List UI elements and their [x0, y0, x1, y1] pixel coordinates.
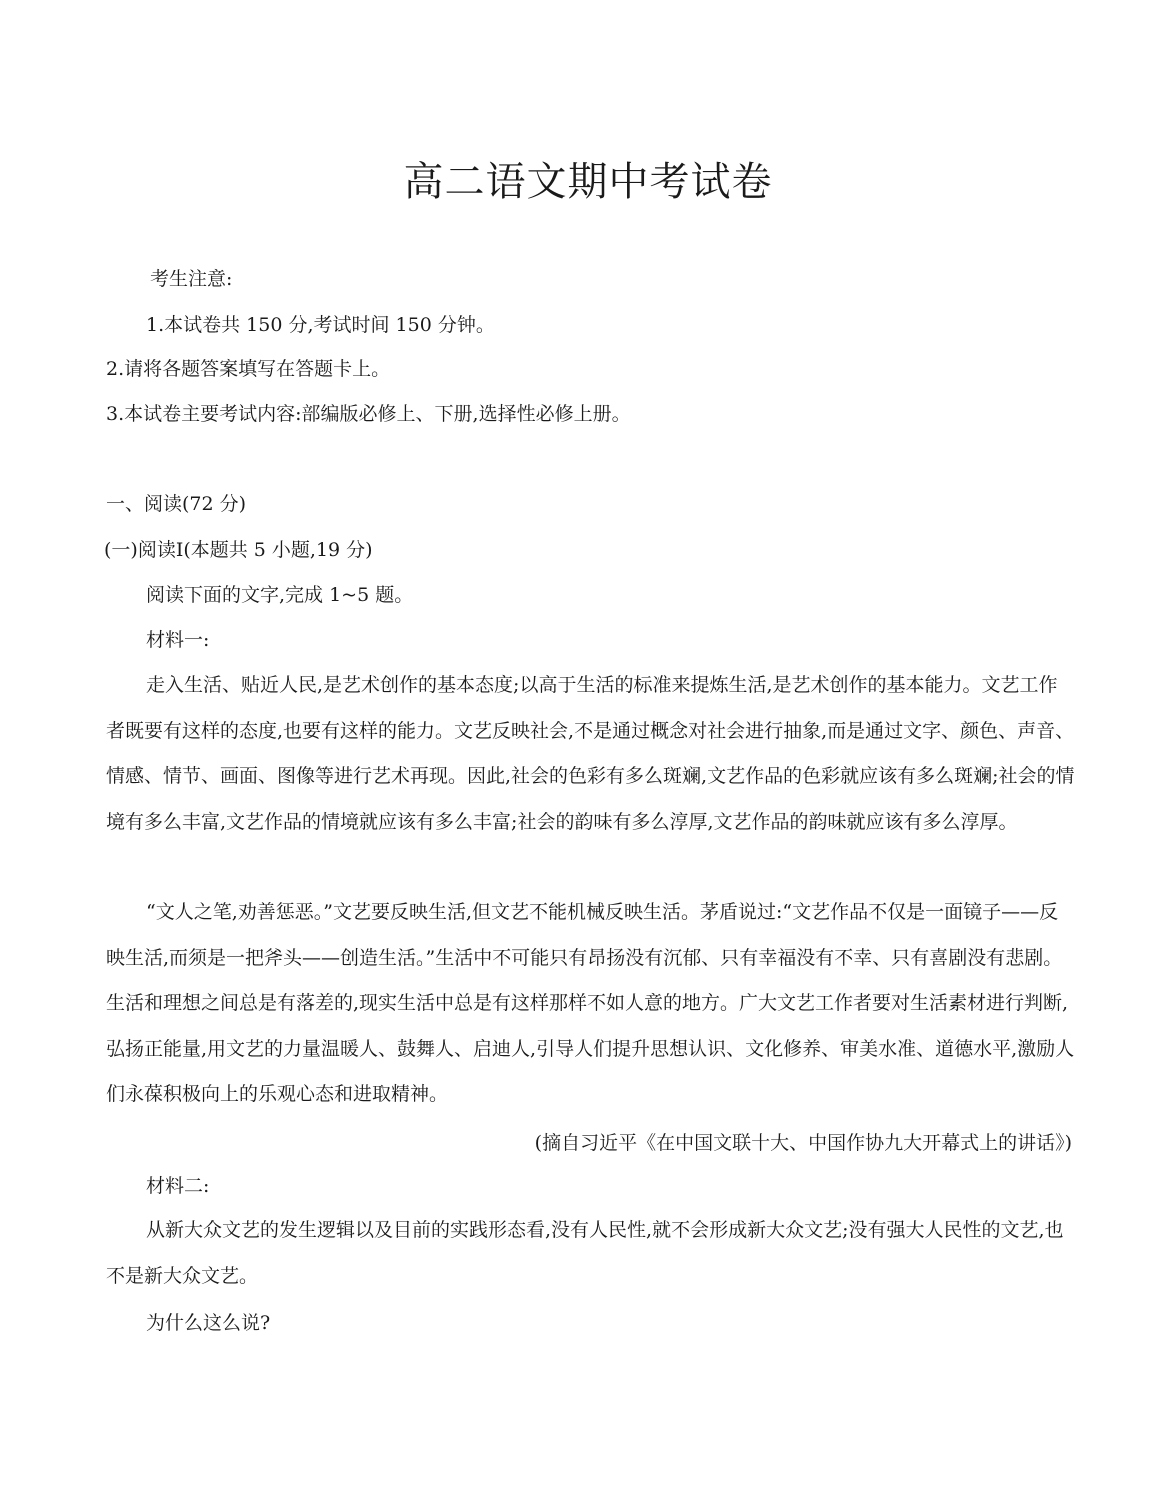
- material-one-paragraph-1: 走入生活、贴近人民,是艺术创作的基本态度;以高于生活的标准来提炼生活,是艺术创作的基本能力。文艺工作者既要有这样的态度,也要有这样的能力。文艺反映社会,不是通过概念对社会进行抽象,而是通过文字、颜色、声音、情感、情节、画面、图像等进行艺术再现。因此,社会的色彩有多么斑斓,文艺作品的色彩就应该有多么斑斓;社会的情境有多么丰富,文艺作品的情境就应该有多么丰富;社会的韵味有多么淳厚,文艺作品的韵味就应该有多么淳厚。: [106, 674, 1075, 833]
- page-title: 高二语文期中考试卷: [403, 159, 773, 205]
- section-heading: 一、阅读(72 分): [106, 493, 247, 515]
- notice-item-1: 1.本试卷共 150 分,考试时间 150 分钟。: [146, 314, 495, 336]
- notice-item-3: 3.本试卷主要考试内容:部编版必修上、下册,选择性必修上册。: [106, 403, 631, 425]
- material-two-label: 材料二:: [146, 1175, 210, 1197]
- material-one-paragraph-2: “文人之笔,劝善惩恶。”文艺要反映生活,但文艺不能机械反映生活。茅盾说过:“文艺作品不仅是一面镜子——反映生活,而须是一把斧头——创造生活。”生活中不可能只有昂扬没有沉郁、只有幸福没有不幸、只有喜剧没有悲剧。生活和理想之间总是有落差的,现实生活中总是有这样那样不如人意的地方。广大文艺工作者要对生活素材进行判断,弘扬正能量,用文艺的力量温暖人、鼓舞人、启迪人,引导人们提升思想认识、文化修养、审美水准、道德水平,激励人们永葆积极向上的乐观心态和进取精神。: [106, 901, 1075, 1105]
- section-subheading: (一)阅读I(本题共 5 小题,19 分): [104, 539, 373, 561]
- reading-instruction: 阅读下面的文字,完成 1~5 题。: [146, 584, 414, 606]
- material-two-question: 为什么这么说?: [146, 1312, 271, 1334]
- material-one-source: (摘自习近平《在中国文联十大、中国作协九大开幕式上的讲话》): [534, 1132, 1072, 1154]
- material-one-label: 材料一:: [146, 629, 210, 651]
- notice-heading: 考生注意:: [150, 268, 233, 290]
- notice-item-2: 2.请将各题答案填写在答题卡上。: [106, 358, 391, 380]
- material-two-paragraph-1: 从新大众文艺的发生逻辑以及目前的实践形态看,没有人民性,就不会形成新大众文艺;没有强大人民性的文艺,也不是新大众文艺。: [106, 1219, 1064, 1287]
